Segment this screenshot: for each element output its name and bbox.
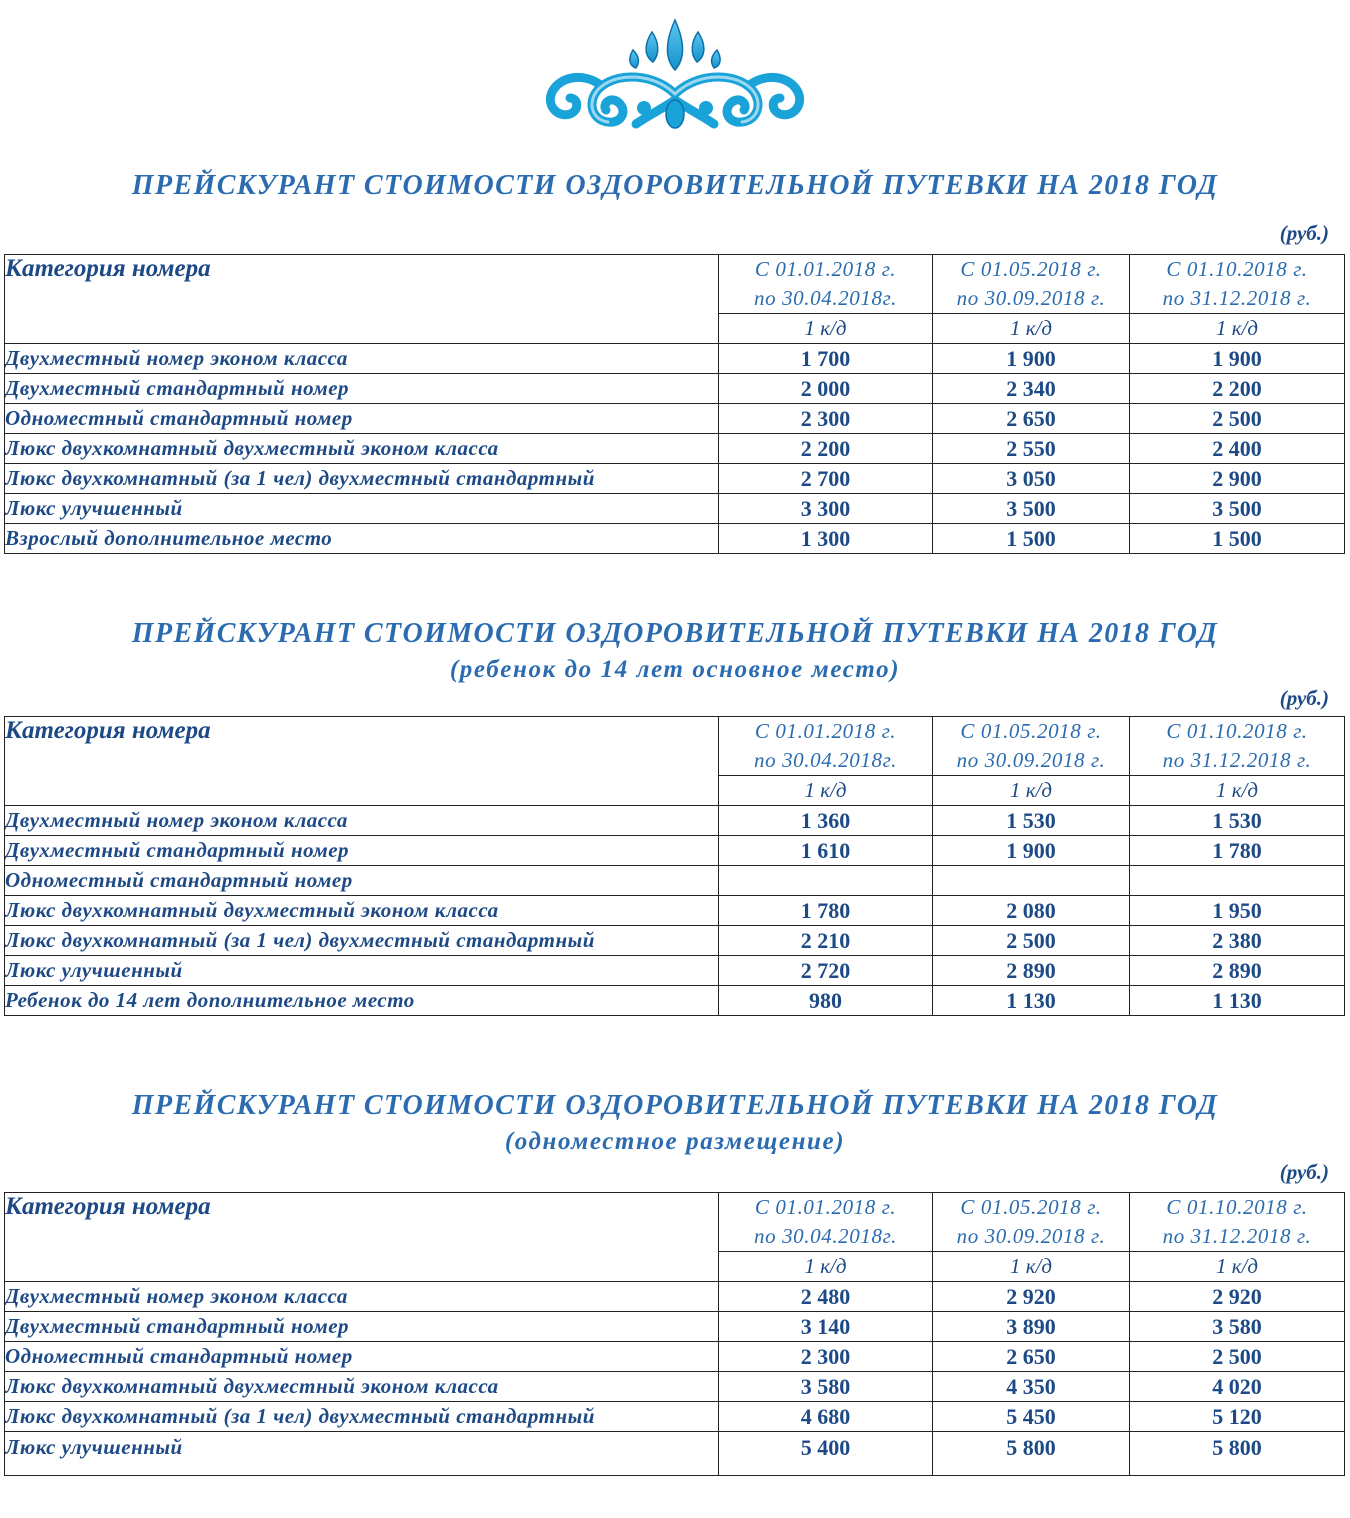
- category-header: Категория номера: [5, 717, 719, 806]
- price-table-3: [4, 1192, 1345, 1476]
- price-cell: 5 800: [933, 1432, 1130, 1476]
- decorative-ornament: [540, 14, 810, 132]
- room-category: Люкс улучшенный: [5, 1432, 719, 1476]
- price-cell: 980: [719, 986, 933, 1016]
- price-cell: 1 780: [1130, 836, 1345, 866]
- per-day-header: 1 к/д: [719, 776, 933, 806]
- price-cell: 1 700: [719, 344, 933, 374]
- price-cell: 2 920: [1130, 1282, 1345, 1312]
- room-category: Двухместный стандартный номер: [5, 1312, 719, 1342]
- price-cell: 1 500: [1130, 524, 1345, 554]
- price-cell: 5 120: [1130, 1402, 1345, 1432]
- price-cell: 1 300: [719, 524, 933, 554]
- price-cell: 2 200: [1130, 374, 1345, 404]
- per-day-header: 1 к/д: [933, 1252, 1130, 1282]
- price-cell: 2 500: [1130, 1342, 1345, 1372]
- price-cell: 4 020: [1130, 1372, 1345, 1402]
- price-cell: 2 500: [933, 926, 1130, 956]
- room-category: Одноместный стандартный номер: [5, 866, 719, 896]
- period-header: С 01.05.2018 г. по 30.09.2018 г.: [933, 255, 1130, 314]
- per-day-header: 1 к/д: [1130, 776, 1345, 806]
- table-row: [5, 1402, 1345, 1432]
- price-cell: 1 130: [1130, 986, 1345, 1016]
- table-row: [5, 1282, 1345, 1312]
- currency-unit-3: (руб.): [1279, 1160, 1329, 1184]
- period-header: С 01.10.2018 г. по 31.12.2018 г.: [1130, 717, 1345, 776]
- price-cell: 2 480: [719, 1282, 933, 1312]
- price-cell: 3 500: [1130, 494, 1345, 524]
- price-cell: 1 950: [1130, 896, 1345, 926]
- price-cell: 5 450: [933, 1402, 1130, 1432]
- per-day-header: 1 к/д: [719, 314, 933, 344]
- room-category: Двухместный номер эконом класса: [5, 344, 719, 374]
- price-cell: 4 680: [719, 1402, 933, 1432]
- room-category: Взрослый дополнительное место: [5, 524, 719, 554]
- price-cell: 1 130: [933, 986, 1130, 1016]
- period-header: С 01.10.2018 г. по 31.12.2018 г.: [1130, 1193, 1345, 1252]
- table-row: [5, 806, 1345, 836]
- price-cell: 1 500: [933, 524, 1130, 554]
- price-cell: 5 800: [1130, 1432, 1345, 1476]
- room-category: Люкс двухкомнатный (за 1 чел) двухместный стандартный: [5, 1402, 719, 1432]
- table-row: [5, 494, 1345, 524]
- room-category: Двухместный номер эконом класса: [5, 806, 719, 836]
- category-header: Категория номера: [5, 1193, 719, 1282]
- price-cell: 2 500: [1130, 404, 1345, 434]
- per-day-header: 1 к/д: [933, 776, 1130, 806]
- price-cell: 2 720: [719, 956, 933, 986]
- table-row: [5, 1372, 1345, 1402]
- table-row: [5, 404, 1345, 434]
- price-cell: 2 700: [719, 464, 933, 494]
- table-row: [5, 1432, 1345, 1476]
- price-list-subtitle-3: (одноместное размещение): [504, 1128, 846, 1155]
- price-cell: 2 080: [933, 896, 1130, 926]
- price-cell: 2 890: [933, 956, 1130, 986]
- table-row: [5, 524, 1345, 554]
- price-cell: 2 380: [1130, 926, 1345, 956]
- table-row: [5, 1342, 1345, 1372]
- room-category: Двухместный стандартный номер: [5, 374, 719, 404]
- price-cell: 1 780: [719, 896, 933, 926]
- price-cell: [719, 866, 933, 896]
- per-day-header: 1 к/д: [1130, 314, 1345, 344]
- table-row: [5, 1312, 1345, 1342]
- room-category: Двухместный стандартный номер: [5, 836, 719, 866]
- per-day-header: 1 к/д: [933, 314, 1130, 344]
- price-cell: 2 000: [719, 374, 933, 404]
- price-cell: 3 140: [719, 1312, 933, 1342]
- room-category: Люкс двухкомнатный (за 1 чел) двухместный стандартный: [5, 464, 719, 494]
- table-row: [5, 344, 1345, 374]
- price-cell: 3 500: [933, 494, 1130, 524]
- currency-unit-2: (руб.): [1279, 686, 1329, 710]
- price-cell: 2 890: [1130, 956, 1345, 986]
- category-header: Категория номера: [5, 255, 719, 344]
- price-cell: 1 610: [719, 836, 933, 866]
- price-cell: 1 530: [933, 806, 1130, 836]
- room-category: Люкс двухкомнатный двухместный эконом класса: [5, 896, 719, 926]
- price-cell: 2 650: [933, 1342, 1130, 1372]
- price-table-2: [4, 716, 1345, 1016]
- period-header: С 01.05.2018 г. по 30.09.2018 г.: [933, 717, 1130, 776]
- price-list-title-2: ПРЕЙСКУРАНТ СТОИМОСТИ ОЗДОРОВИТЕЛЬНОЙ ПУТЕВКИ НА 2018 ГОД: [131, 618, 1219, 649]
- table-row: [5, 926, 1345, 956]
- price-cell: 4 350: [933, 1372, 1130, 1402]
- price-cell: 2 200: [719, 434, 933, 464]
- period-header: С 01.10.2018 г. по 31.12.2018 г.: [1130, 255, 1345, 314]
- price-cell: [933, 866, 1130, 896]
- room-category: Люкс двухкомнатный (за 1 чел) двухместный стандартный: [5, 926, 719, 956]
- price-cell: 2 900: [1130, 464, 1345, 494]
- table-row: [5, 374, 1345, 404]
- price-cell: 3 580: [1130, 1312, 1345, 1342]
- table-row: [5, 896, 1345, 926]
- room-category: Ребенок до 14 лет дополнительное место: [5, 986, 719, 1016]
- period-header: С 01.01.2018 г. по 30.04.2018г.: [719, 717, 933, 776]
- price-cell: 1 900: [933, 836, 1130, 866]
- price-cell: 2 210: [719, 926, 933, 956]
- room-category: Одноместный стандартный номер: [5, 404, 719, 434]
- table-row: [5, 464, 1345, 494]
- price-cell: 1 360: [719, 806, 933, 836]
- price-cell: 1 900: [1130, 344, 1345, 374]
- table-row: [5, 956, 1345, 986]
- table-row: [5, 986, 1345, 1016]
- price-cell: 3 580: [719, 1372, 933, 1402]
- room-category: Люкс двухкомнатный двухместный эконом класса: [5, 1372, 719, 1402]
- price-cell: 2 650: [933, 404, 1130, 434]
- price-cell: 2 400: [1130, 434, 1345, 464]
- price-list-title-1: ПРЕЙСКУРАНТ СТОИМОСТИ ОЗДОРОВИТЕЛЬНОЙ ПУТЕВКИ НА 2018 ГОД: [131, 170, 1219, 201]
- currency-unit-1: (руб.): [1279, 221, 1329, 245]
- price-cell: 2 340: [933, 374, 1130, 404]
- period-header: С 01.01.2018 г. по 30.04.2018г.: [719, 255, 933, 314]
- price-cell: 1 900: [933, 344, 1130, 374]
- price-cell: 3 050: [933, 464, 1130, 494]
- price-cell: 1 530: [1130, 806, 1345, 836]
- table-row: [5, 434, 1345, 464]
- room-category: Люкс двухкомнатный двухместный эконом класса: [5, 434, 719, 464]
- period-header: С 01.01.2018 г. по 30.04.2018г.: [719, 1193, 933, 1252]
- room-category: Люкс улучшенный: [5, 494, 719, 524]
- table-row: [5, 866, 1345, 896]
- price-cell: 2 300: [719, 404, 933, 434]
- price-cell: 5 400: [719, 1432, 933, 1476]
- room-category: Двухместный номер эконом класса: [5, 1282, 719, 1312]
- price-cell: 3 300: [719, 494, 933, 524]
- price-table-1: [4, 254, 1345, 554]
- per-day-header: 1 к/д: [1130, 1252, 1345, 1282]
- price-list-title-3: ПРЕЙСКУРАНТ СТОИМОСТИ ОЗДОРОВИТЕЛЬНОЙ ПУТЕВКИ НА 2018 ГОД: [131, 1090, 1219, 1121]
- room-category: Люкс улучшенный: [5, 956, 719, 986]
- per-day-header: 1 к/д: [719, 1252, 933, 1282]
- price-cell: [1130, 866, 1345, 896]
- price-list-subtitle-2: (ребенок до 14 лет основное место): [449, 656, 901, 683]
- table-row: [5, 836, 1345, 866]
- price-cell: 2 920: [933, 1282, 1130, 1312]
- price-cell: 2 550: [933, 434, 1130, 464]
- room-category: Одноместный стандартный номер: [5, 1342, 719, 1372]
- price-cell: 2 300: [719, 1342, 933, 1372]
- period-header: С 01.05.2018 г. по 30.09.2018 г.: [933, 1193, 1130, 1252]
- price-cell: 3 890: [933, 1312, 1130, 1342]
